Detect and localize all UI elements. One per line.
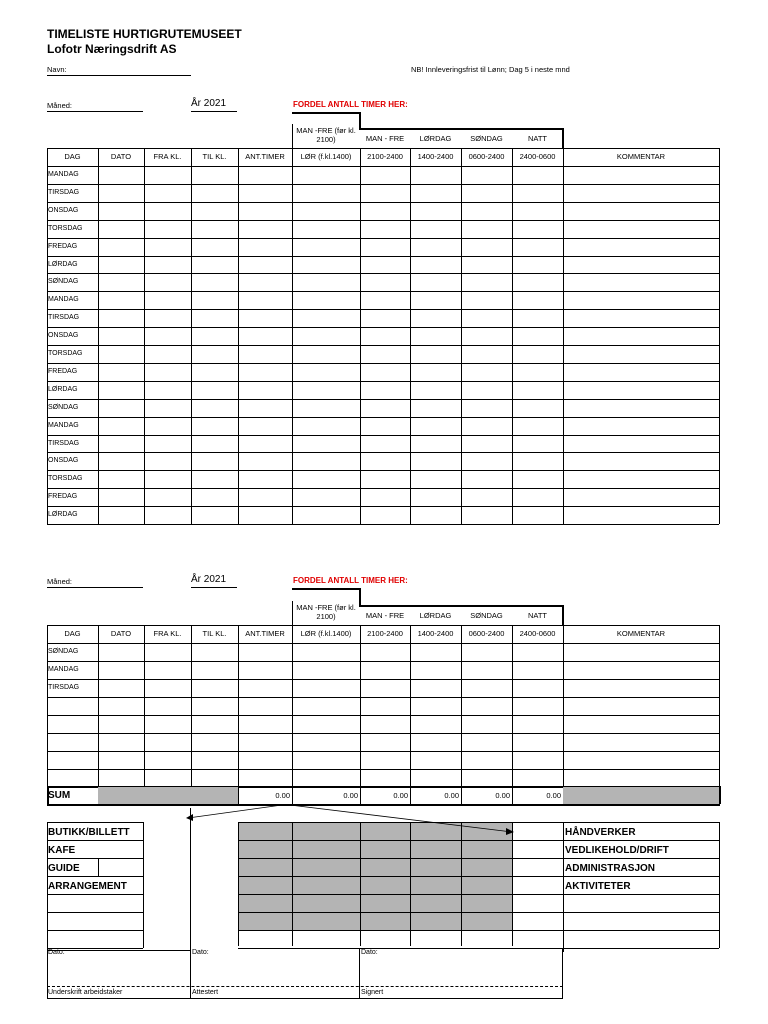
sig-v2 xyxy=(190,948,191,998)
day-label: MANDAG xyxy=(48,666,79,673)
name-label: Navn: xyxy=(47,65,67,74)
day-label: SØNDAG xyxy=(48,403,79,411)
year-label-2: År 2021 xyxy=(191,574,227,585)
category-administrasjon: ADMINISTRASJON xyxy=(565,863,656,874)
day-label: TIRSDAG xyxy=(48,684,80,691)
category-aktiviteter: AKTIVITETER xyxy=(565,881,631,892)
arrow-left-head xyxy=(186,814,193,821)
col2-til: TIL KL. xyxy=(202,629,227,639)
arrow-right-line xyxy=(290,805,512,832)
day-label: FREDAG xyxy=(48,242,78,250)
date-label-2: Dato: xyxy=(192,949,209,956)
day-label: MANDAG xyxy=(48,171,79,178)
sum-label: SUM xyxy=(48,790,71,801)
month-label-2: Måned: xyxy=(47,577,73,586)
col-sondag-bottom: 0600-2400 xyxy=(468,152,505,162)
col2-manfre2-bottom: 2100-2400 xyxy=(367,629,403,639)
col-manfre-bottom: LØR (f.kl.1400) xyxy=(300,152,352,162)
document-title: TIMELISTE HURTIGRUTEMUSEET xyxy=(47,27,242,41)
day-label: TIRSDAG xyxy=(48,314,80,322)
col2-natt-top: NATT xyxy=(527,610,548,620)
day-label: LØRDAG xyxy=(48,385,78,393)
col-dato: DATO xyxy=(110,152,132,162)
col2-manfre-bottom: LØR (f.kl.1400) xyxy=(300,629,352,639)
category-butikk: BUTIKK/BILLETT xyxy=(48,827,130,838)
date-label-1: Dato: xyxy=(48,949,65,956)
col2-kommentar: KOMMENTAR xyxy=(616,629,666,639)
distribute-hours-label: FORDEL ANTALL TIMER HER: xyxy=(293,100,408,109)
sig-v1 xyxy=(47,948,48,998)
col-til: TIL KL. xyxy=(202,152,227,162)
signature-signed-label: Signert xyxy=(361,989,384,996)
col2-dag: DAG xyxy=(64,629,81,639)
signature-dashed-line xyxy=(47,986,563,987)
col-kommentar: KOMMENTAR xyxy=(616,152,666,162)
day-label: SØNDAG xyxy=(48,278,79,286)
sig-v4 xyxy=(562,948,563,998)
arrow-left-line xyxy=(188,805,282,818)
col2-natt-bottom: 2400-0600 xyxy=(519,629,556,639)
col2-lordag-top: LØRDAG xyxy=(419,610,452,620)
day-label: TORSDAG xyxy=(48,350,83,357)
sum-natt: 0.00 xyxy=(546,790,561,800)
category-guide: GUIDE xyxy=(48,863,80,874)
date-label-3: Dato: xyxy=(361,949,378,956)
category-handverker: HÅNDVERKER xyxy=(565,827,636,838)
col-dag: DAG xyxy=(64,152,81,162)
col-ant: ANT.TIMER xyxy=(245,152,285,162)
col-manfre-top: MAN -FRE (før kl. 2100) xyxy=(296,126,356,144)
day-label: FREDAG xyxy=(48,493,78,501)
signature-attested-label: Attestert xyxy=(192,989,219,996)
day-label: FREDAG xyxy=(48,367,78,375)
day-label: TORSDAG xyxy=(48,224,83,232)
company-name: Lofotr Næringsdrift AS xyxy=(47,42,177,56)
col2-sondag-top: SØNDAG xyxy=(470,610,503,620)
month-label: Måned: xyxy=(47,101,73,110)
col-sondag-top: SØNDAG xyxy=(470,133,503,143)
day-label: MANDAG xyxy=(48,296,79,304)
day-label: ONSDAG xyxy=(48,332,79,340)
sum-sondag: 0.00 xyxy=(495,790,510,800)
col2-manfre-top: MAN -FRE (før kl. 2100) xyxy=(296,602,356,621)
col-lordag-top: LØRDAG xyxy=(419,133,452,143)
col-manfre2-top: MAN - FRE xyxy=(365,133,405,143)
day-label: ONSDAG xyxy=(48,457,79,465)
col2-manfre2-top: MAN - FRE xyxy=(365,610,405,620)
sig-v3 xyxy=(359,948,360,998)
day-label: LØRDAG xyxy=(48,260,78,268)
category-kafe: KAFE xyxy=(48,845,76,856)
day-label: TIRSDAG xyxy=(48,439,80,447)
day-label: TORSDAG xyxy=(48,475,83,483)
col-manfre2-bottom: 2100-2400 xyxy=(367,152,403,162)
sum-lordag: 0.00 xyxy=(444,790,459,800)
distribute-hours-label-2: FORDEL ANTALL TIMER HER: xyxy=(293,576,408,585)
year-label: År 2021 xyxy=(191,98,227,109)
col-lordag-bottom: 1400-2400 xyxy=(417,152,454,162)
day-label: MANDAG xyxy=(48,421,79,429)
day-label: SØNDAG xyxy=(48,648,79,655)
sum-manfre: 0.00 xyxy=(343,790,358,800)
day-label: ONSDAG xyxy=(48,206,79,214)
sum-ant: 0.00 xyxy=(275,790,290,800)
day-label: LØRDAG xyxy=(48,511,78,519)
col2-ant: ANT.TIMER xyxy=(245,629,285,639)
arrow-right-head xyxy=(506,828,514,835)
category-arrangement: ARRANGEMENT xyxy=(48,881,127,892)
col-fra: FRA KL. xyxy=(153,152,182,162)
deadline-note: NB! Innleveringsfrist til Lønn; Dag 5 i neste mnd xyxy=(411,65,570,74)
day-label: TIRSDAG xyxy=(48,188,80,196)
col2-fra: FRA KL. xyxy=(153,629,182,639)
category-vedlikehold: VEDLIKEHOLD/DRIFT xyxy=(565,845,669,856)
col-natt-bottom: 2400-0600 xyxy=(519,152,556,162)
col2-lordag-bottom: 1400-2400 xyxy=(417,629,454,639)
signature-employee-label: Underskrift arbeidstaker xyxy=(48,989,123,996)
col2-dato: DATO xyxy=(110,629,132,639)
col-natt-top: NATT xyxy=(527,133,548,143)
signature-bottom-line xyxy=(47,998,563,999)
sum-manfre2: 0.00 xyxy=(393,790,408,800)
col2-sondag-bottom: 0600-2400 xyxy=(468,629,505,639)
